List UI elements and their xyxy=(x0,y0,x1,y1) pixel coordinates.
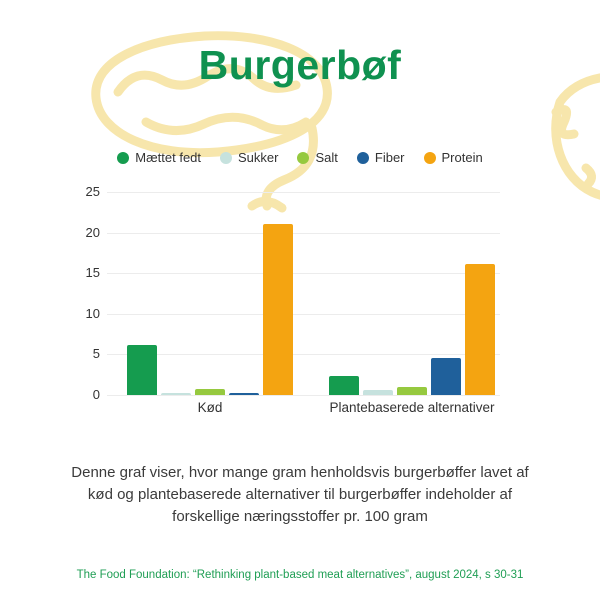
legend-label: Salt xyxy=(315,150,338,165)
gridline xyxy=(107,395,500,396)
legend-item xyxy=(297,150,337,165)
bar-salt xyxy=(195,389,225,395)
legend-label: Protein xyxy=(441,150,483,165)
legend-item xyxy=(357,150,405,165)
legend-label: Sukker xyxy=(238,150,279,165)
category-label: Plantebaserede alternativer xyxy=(329,400,495,415)
category-label: Kød xyxy=(197,400,223,415)
y-tick-label: 25 xyxy=(85,184,100,199)
legend-dot-icon xyxy=(117,152,129,164)
gridline xyxy=(107,192,500,193)
chart-legend xyxy=(0,150,600,165)
page-title: Burgerbøf xyxy=(198,42,402,88)
legend-item xyxy=(220,150,278,165)
legend-item xyxy=(424,150,483,165)
legend-dot-icon xyxy=(357,152,369,164)
y-tick-label: 15 xyxy=(85,265,100,281)
bar-protein xyxy=(465,264,495,395)
legend-item xyxy=(117,150,201,165)
bar-mættet-fedt xyxy=(127,345,157,395)
legend-dot-icon xyxy=(424,152,436,164)
legend-label: Fiber xyxy=(374,150,405,165)
legend-dot-icon xyxy=(297,152,309,164)
legend-dot-icon xyxy=(220,152,232,164)
bar-mættet-fedt xyxy=(329,376,359,395)
bar-sukker xyxy=(161,393,191,395)
gridline xyxy=(107,273,500,274)
legend-label: Mættet fedt xyxy=(135,150,202,165)
source-citation: The Food Foundation: “Rethinking plant-based meat alternatives”, august 2024, s 30-31 xyxy=(76,569,524,581)
bar-fiber xyxy=(431,358,461,395)
y-tick-label: 0 xyxy=(92,387,100,402)
bar-salt xyxy=(397,387,427,395)
plot-area xyxy=(107,192,500,395)
bar-fiber xyxy=(229,393,259,395)
bar-sukker xyxy=(363,390,393,395)
gridline xyxy=(107,314,500,315)
bar-protein xyxy=(263,224,293,395)
y-tick-label: 20 xyxy=(85,224,100,240)
y-tick-label: 10 xyxy=(85,305,100,321)
gridline xyxy=(107,354,500,355)
gridline xyxy=(107,233,500,234)
chart-caption: Denne graf viser, hvor mange gram henholdsvis burgerbøffer lavet af kød og plantebaserede alternativer til burgerbøffer indeholder af forskellige næringsstoffer pr. 100 gram xyxy=(71,464,529,525)
y-tick-label: 5 xyxy=(92,346,100,362)
